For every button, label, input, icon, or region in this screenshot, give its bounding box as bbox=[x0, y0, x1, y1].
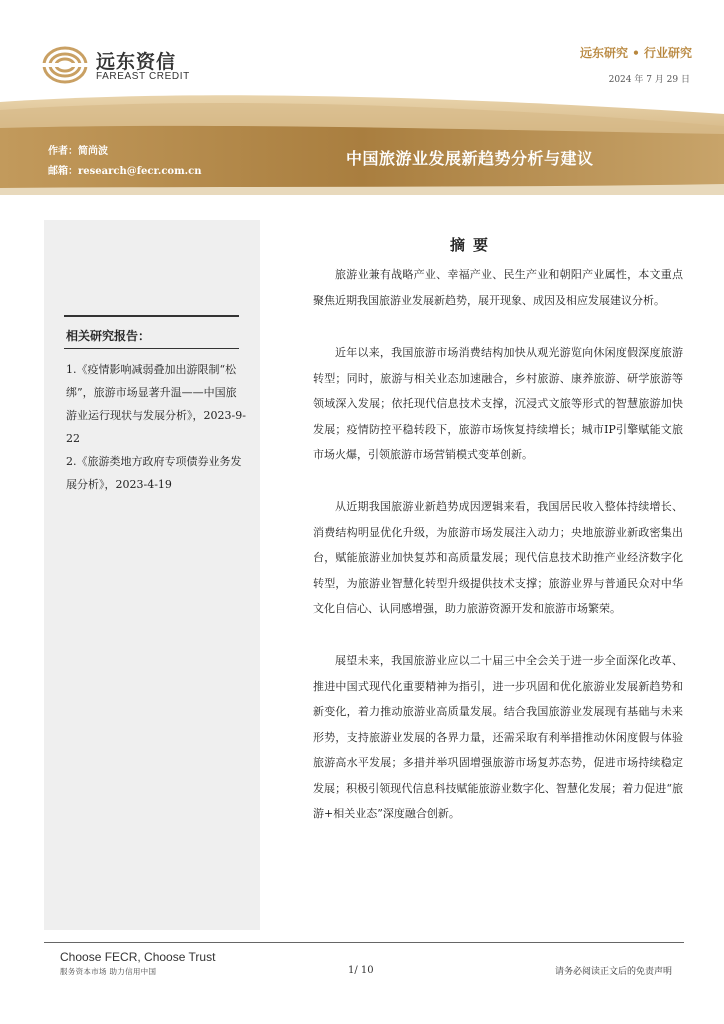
banner-wave-graphic bbox=[0, 90, 724, 195]
title-banner bbox=[0, 90, 724, 195]
sidebar-heading-divider bbox=[64, 348, 239, 349]
abstract-paragraph: 近年以来，我国旅游市场消费结构加快从观光游览向休闲度假深度旅游转型；同时，旅游与相关业态加速融合，乡村旅游、康养旅游、研学旅游等领域深入发展；依托现代信息技术支撑，沉浸式文旅等形式的智慧旅游加快发展；疫情防控平稳转段下，旅游市场恢复持续增长；城市IP引擎赋能文旅市场火爆，引领旅游市场营销模式变革创新。 bbox=[313, 346, 683, 461]
sidebar-heading: 相关研究报告： bbox=[66, 329, 151, 343]
fareast-logo-icon bbox=[42, 45, 88, 85]
abstract-paragraph: 旅游业兼有战略产业、幸福产业、民生产业和朝阳产业属性，本文重点聚焦近期我国旅游业发展新趋势，展开现象、成因及相应发展建议分析。 bbox=[313, 268, 683, 307]
report-date: 2024 年 7 月 29 日 bbox=[608, 75, 690, 85]
brand-name-cn: 远东资信 bbox=[96, 51, 177, 73]
sidebar-related-reports bbox=[44, 220, 260, 930]
footer-disclaimer: 请务必阅读正文后的免责声明 bbox=[554, 967, 672, 977]
abstract-title: 摘要 bbox=[450, 236, 497, 254]
brand-name-en: FAREAST CREDIT bbox=[96, 71, 190, 82]
related-report-item[interactable]: 1.《疫情影响减弱叠加出游限制“松绑”，旅游市场显著升温——中国旅游业运行现状与发展分析》，2023-9-22 bbox=[66, 363, 246, 445]
page-number: 1/ 10 bbox=[348, 965, 374, 976]
footer-divider bbox=[44, 942, 684, 943]
footer-slogan: Choose FECR, Choose Trust bbox=[60, 950, 216, 964]
company-logo bbox=[42, 45, 192, 87]
author: 作者：简尚波 bbox=[48, 146, 108, 157]
abstract-paragraph: 展望未来，我国旅游业应以二十届三中全会关于进一步全面深化改革、推进中国式现代化重要精神为指引，进一步巩固和优化旅游业发展新趋势和新变化，着力推动旅游业高质量发展。结合我国旅游业发展现有基础与未来形势，支持旅游业发展的各界力量，还需采取有利举措推动休闲度假与体验旅游高水平发展；多措并举巩固增强旅游市场复苏态势，促进市场持续稳定发展；积极引领现代信息科技赋能旅游业数字化、智慧化发展；着力促进“旅游+相关业态”深度融合创新。 bbox=[313, 654, 683, 820]
email: 邮箱：research@fecr.com.cn bbox=[48, 166, 202, 177]
abstract-paragraph: 从近期我国旅游业新趋势成因逻辑来看，我国居民收入整体持续增长、消费结构明显优化升级，为旅游市场发展注入动力；央地旅游业新政密集出台，赋能旅游业加快复苏和高质量发展；现代信息技术助推产业经济数字化转型，为旅游业智慧化转型升级提供技术支撑；旅游业界与普通民众对中华文化自信心、认同感增强，助力旅游资源开发和旅游市场繁荣。 bbox=[313, 500, 683, 615]
related-report-item[interactable]: 2.《旅游类地方政府专项债券业务发展分析》，2023-4-19 bbox=[66, 455, 242, 491]
related-report-list bbox=[66, 358, 246, 496]
report-title: 中国旅游业发展新趋势分析与建议 bbox=[346, 149, 594, 168]
sidebar-top-divider bbox=[64, 315, 239, 317]
report-series: 远东研究 • 行业研究 bbox=[579, 46, 692, 60]
footer-subslogan: 服务资本市场 助力信用中国 bbox=[60, 967, 157, 976]
